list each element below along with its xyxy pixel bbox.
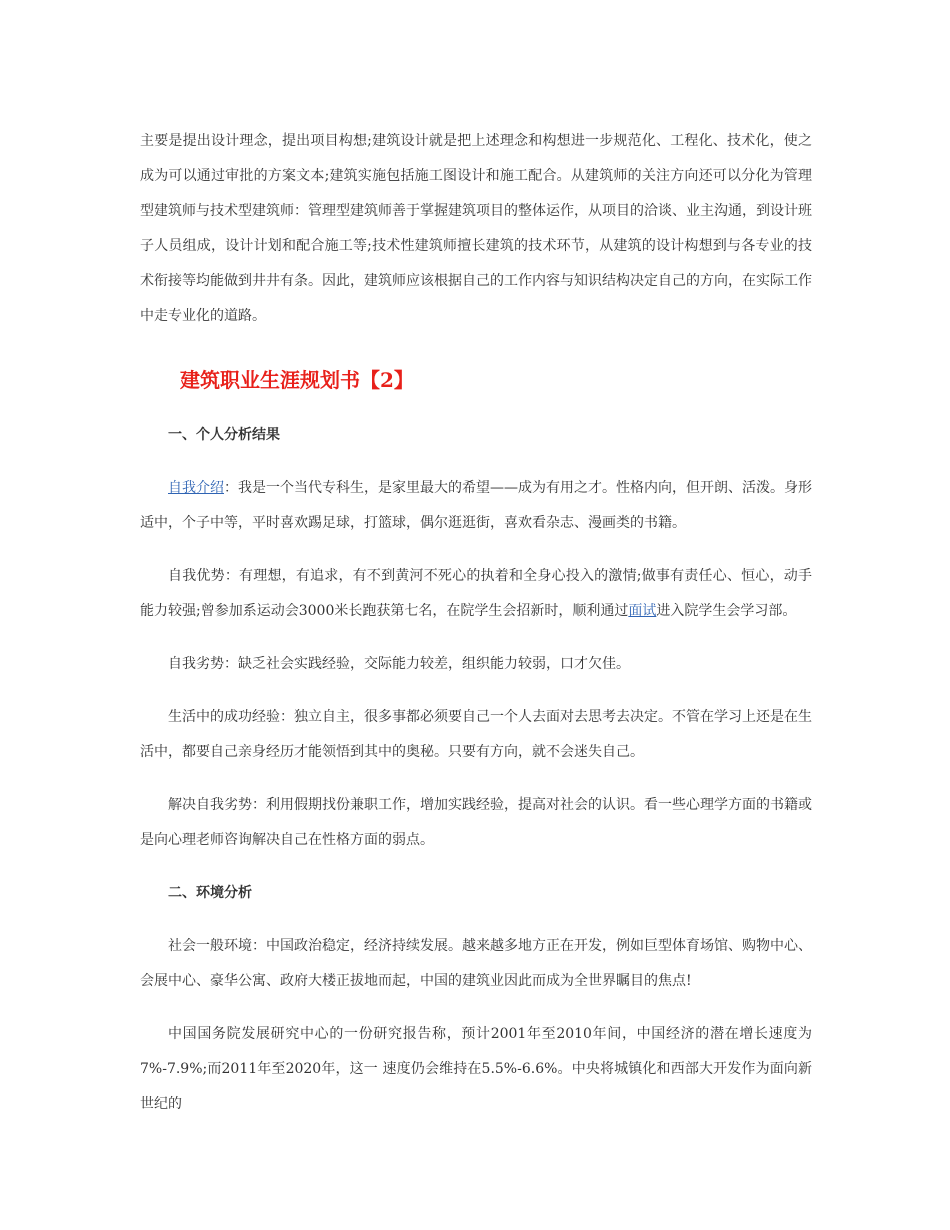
weaknesses-paragraph: 自我劣势：缺乏社会实践经验，交际能力较差，组织能力较弱，口才欠佳。: [168, 656, 630, 672]
spacer: [140, 999, 812, 1017]
solve-weakness-paragraph: 解决自我劣势：利用假期找份兼职工作，增加实践经验，提高对社会的认识。看一些心理学方面的书籍或是向心理老师咨询解决自己在性格方面的弱点。: [140, 797, 812, 848]
interview-link[interactable]: 面试: [628, 603, 657, 619]
spacer: [140, 770, 812, 788]
section-heading-environment-analysis: 二、环境分析: [168, 885, 252, 901]
intro-paragraph: 主要是提出设计理念，提出项目构想;建筑设计就是把上述理念和构想进一步规范化、工程化、技术化，使之成为可以通过审批的方案文本;建筑实施包括施工图设计和施工配合。从建筑师的关注方向还可以分化为管理型建筑师与技术型建筑师：管理型建筑师善于掌握建筑项目的整体运作，从项目的洽谈、业主沟通，到设计班子人员组成，设计计划和配合施工等;技术性建筑师擅长建筑的技术环节，从建筑的设计构想到与各专业的技术衔接等均能做到井井有条。因此，建筑师应该根据自己的工作内容与知识结构决定自己的方向，在实际工作中走专业化的道路。: [140, 133, 812, 324]
spacer: [140, 911, 812, 929]
spacer: [140, 629, 812, 647]
report-paragraph: 中国国务院发展研究中心的一份研究报告称，预计2001年至2010年间，中国经济的潜在增长速度为7%-7.9%;而2011年至2020年，这一 速度仍会维持在5.5%-6.6%。中央将城镇化和西部大开发作为面向新世纪的: [140, 1026, 812, 1112]
self-intro-paragraph: [140, 471, 812, 541]
self-intro-text: ：我是一个当代专科生，是家里最大的希望——成为有用之才。性格内向，但开朗、活泼。身形适中，个子中等，平时喜欢踢足球，打篮球，偶尔逛逛街，喜欢看杂志、漫画类的书籍。: [140, 480, 812, 531]
spacer: [140, 682, 812, 700]
strengths-text-after: 进入院学生会学习部。: [656, 603, 797, 619]
spacer: [140, 453, 812, 471]
strengths-text-before: 自我优势：有理想，有追求，有不到黄河不死心的执着和全身心投入的激情;做事有责任心、恒心，动手能力较强;曾参加系运动会3000米长跑获第七名，在院学生会招新时，顺利通过: [140, 568, 812, 619]
spacer: [140, 400, 812, 418]
spacer: [140, 858, 812, 876]
section-heading-personal-analysis: 一、个人分析结果: [168, 427, 280, 443]
success-paragraph: 生活中的成功经验：独立自主，很多事都必须要自己一个人去面对去思考去决定。不管在学习上还是在生活中，都要自己亲身经历才能领悟到其中的奥秘。只要有方向，就不会迷失自己。: [140, 709, 812, 760]
self-intro-link[interactable]: 自我介绍: [168, 480, 224, 496]
society-paragraph: 社会一般环境：中国政治稳定，经济持续发展。越来越多地方正在开发，例如巨型体育场馆、购物中心、会展中心、豪华公寓、政府大楼正拔地而起，中国的建筑业因此而成为全世界瞩目的焦点!: [140, 938, 812, 989]
spacer: [140, 334, 812, 360]
document-page: [140, 124, 812, 1122]
article-title: 建筑职业生涯规划书【2】: [180, 368, 414, 392]
strengths-paragraph: [140, 559, 812, 629]
spacer: [140, 541, 812, 559]
